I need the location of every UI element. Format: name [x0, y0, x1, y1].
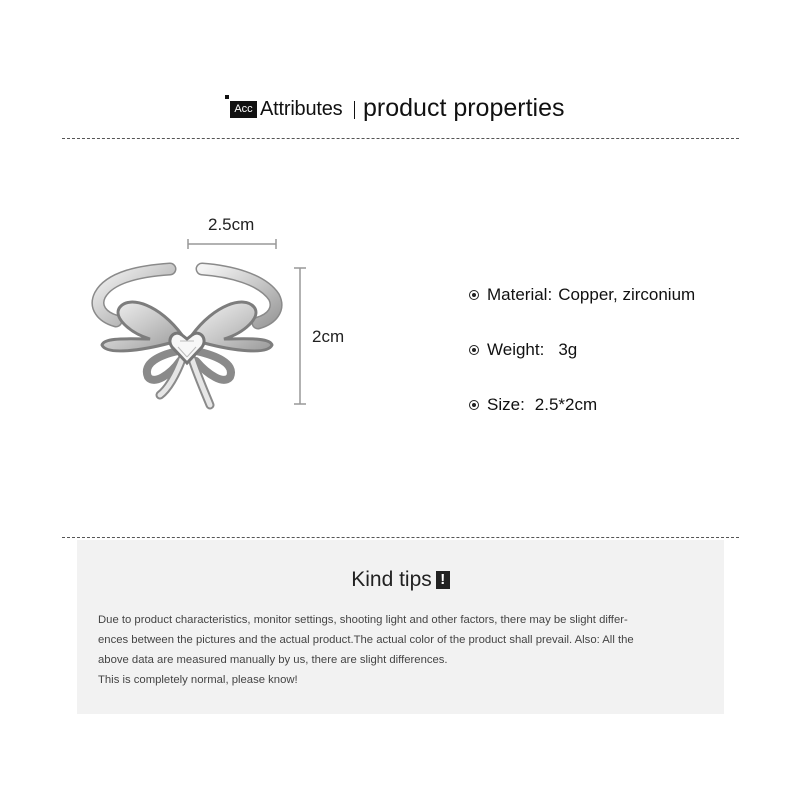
page-title: product properties: [363, 94, 565, 122]
tips-line: This is completely normal, please know!: [98, 674, 298, 686]
ring-image: [90, 255, 290, 425]
kind-tips-title-text: Kind tips: [351, 568, 432, 591]
width-dimension-line: [186, 238, 278, 250]
kind-tips-title: [77, 568, 724, 592]
tips-line: above data are measured manually by us, there are slight differences.: [98, 654, 448, 666]
height-dimension-line: [293, 266, 307, 406]
spec-value: Copper, zirconium: [558, 285, 696, 304]
acc-badge: Acc: [230, 101, 257, 118]
spec-value: 2.5*2cm: [534, 395, 598, 414]
spec-key: Weight:: [487, 340, 545, 359]
bullet-icon: [469, 400, 479, 410]
spec-weight: [469, 340, 577, 360]
bullet-icon: [469, 290, 479, 300]
exclamation-icon: !: [436, 571, 450, 589]
tips-line: Due to product characteristics, monitor settings, shooting light and other factors, there may be slight differ-: [98, 614, 628, 626]
spec-size: [469, 395, 597, 415]
header-decor-dot: [225, 95, 229, 99]
attributes-label: Attributes: [260, 98, 343, 120]
kind-tips-panel: [77, 540, 724, 714]
spec-key: Material:: [487, 285, 553, 304]
divider-top: [62, 138, 739, 139]
title-separator: [354, 101, 355, 119]
width-label: 2.5cm: [208, 215, 255, 234]
spec-key: Size:: [487, 395, 525, 414]
tips-line: ences between the pictures and the actual product.The actual color of the product shall prevail. Also: All the: [98, 634, 634, 646]
kind-tips-text: [98, 610, 710, 690]
spec-value: 3g: [558, 340, 578, 359]
bullet-icon: [469, 345, 479, 355]
spec-material: [469, 285, 695, 305]
divider-bottom: [62, 537, 739, 538]
height-label: 2cm: [312, 327, 345, 346]
